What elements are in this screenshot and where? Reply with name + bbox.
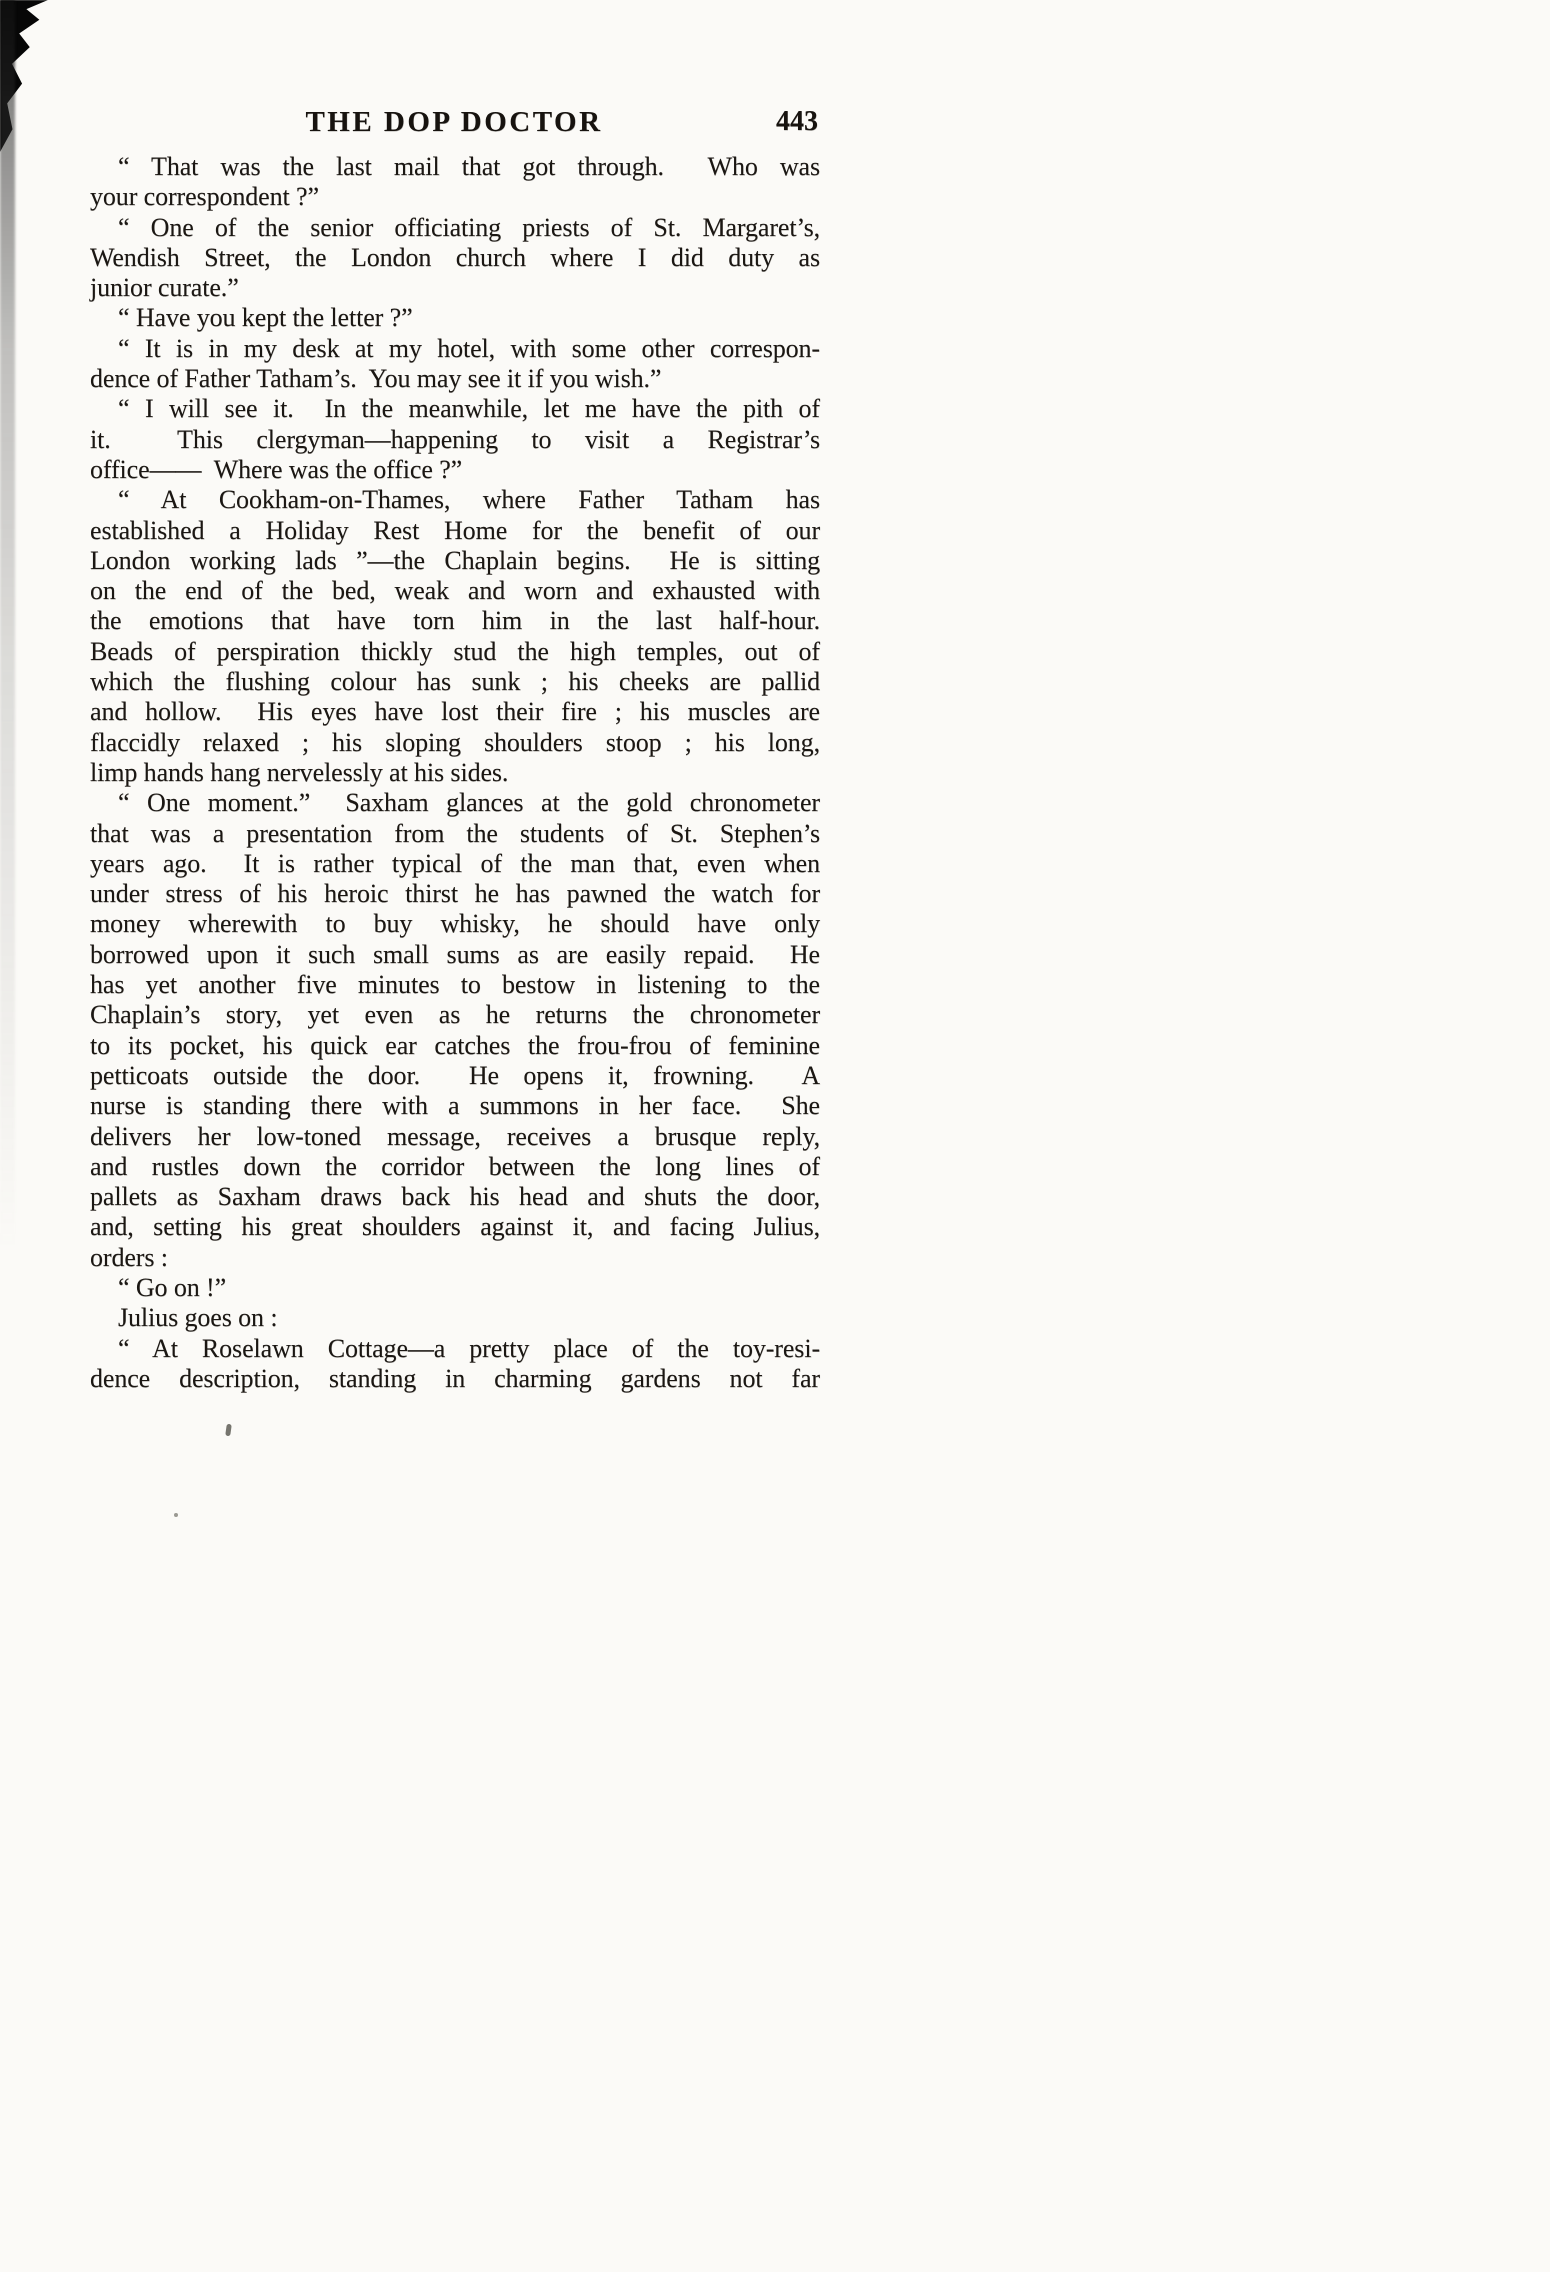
text-line: “ One moment.” Saxham glances at the gold chronometer bbox=[118, 788, 820, 818]
text-line: that was a presentation from the students of St. Stephen’s bbox=[90, 818, 820, 848]
text-line: Julius goes on : bbox=[118, 1303, 278, 1333]
text-line: Beads of perspiration thickly stud the high temples, out of bbox=[90, 636, 820, 666]
page-number: 443 bbox=[776, 106, 818, 137]
text-line: limp hands hang nervelessly at his sides. bbox=[90, 757, 509, 787]
text-line: Chaplain’s story, yet even as he returns the chronometer bbox=[90, 1000, 820, 1030]
body-text bbox=[90, 152, 820, 1394]
scan-speck bbox=[225, 1424, 232, 1437]
text-line: the emotions that have torn him in the last half-hour. bbox=[90, 606, 820, 636]
text-line: London working lads ”—the Chaplain begins. He is sitting bbox=[90, 545, 820, 575]
text-line: delivers her low-toned message, receives a brusque reply, bbox=[90, 1121, 820, 1151]
text-line: it. This clergyman—happening to visit a Registrar’s bbox=[90, 424, 820, 454]
scan-speck bbox=[174, 1513, 178, 1517]
page-header bbox=[90, 106, 818, 144]
text-line: “ At Roselawn Cottage—a pretty place of the toy-resi- bbox=[118, 1333, 820, 1363]
text-line: office—— Where was the office ?” bbox=[90, 454, 463, 484]
text-line: “ I will see it. In the meanwhile, let me have the pith of bbox=[118, 394, 820, 424]
text-line: to its pocket, his quick ear catches the frou-frou of feminine bbox=[90, 1030, 820, 1060]
text-line: under stress of his heroic thirst he has pawned the watch for bbox=[90, 879, 820, 909]
text-line: on the end of the bed, weak and worn and exhausted with bbox=[90, 576, 820, 606]
text-line: dence of Father Tatham’s. You may see it if you wish.” bbox=[90, 364, 662, 394]
text-line: flaccidly relaxed ; his sloping shoulders stoop ; his long, bbox=[90, 727, 820, 757]
text-line: and, setting his great shoulders against it, and facing Julius, bbox=[90, 1212, 820, 1242]
text-line: which the flushing colour has sunk ; his cheeks are pallid bbox=[90, 667, 820, 697]
text-line: “ At Cookham-on-Thames, where Father Tatham has bbox=[118, 485, 820, 515]
text-line: dence description, standing in charming gardens not far bbox=[90, 1363, 820, 1393]
text-line: has yet another five minutes to bestow in listening to the bbox=[90, 970, 820, 1000]
text-line: and rustles down the corridor between the long lines of bbox=[90, 1151, 820, 1181]
scan-artifact-left-edge bbox=[0, 0, 15, 1250]
text-line: petticoats outside the door. He opens it, frowning. A bbox=[90, 1060, 820, 1090]
running-title: THE DOP DOCTOR bbox=[305, 106, 603, 138]
text-line: “ Have you kept the letter ?” bbox=[118, 303, 413, 333]
text-line: “ One of the senior officiating priests of St. Margaret’s, bbox=[118, 212, 820, 242]
text-line: nurse is standing there with a summons in her face. She bbox=[90, 1091, 820, 1121]
text-line: pallets as Saxham draws back his head and shuts the door, bbox=[90, 1182, 820, 1212]
text-line: junior curate.” bbox=[90, 273, 239, 303]
text-line: Wendish Street, the London church where I did duty as bbox=[90, 242, 820, 272]
text-line: and hollow. His eyes have lost their fire ; his muscles are bbox=[90, 697, 820, 727]
text-line: borrowed upon it such small sums as are easily repaid. He bbox=[90, 939, 820, 969]
text-line: “ It is in my desk at my hotel, with some other correspon- bbox=[118, 333, 820, 363]
text-line: “ Go on !” bbox=[118, 1272, 227, 1302]
text-line: years ago. It is rather typical of the man that, even when bbox=[90, 848, 820, 878]
text-line: established a Holiday Rest Home for the benefit of our bbox=[90, 515, 820, 545]
text-line: orders : bbox=[90, 1242, 168, 1272]
text-line: “ That was the last mail that got through. Who was bbox=[118, 152, 820, 181]
text-line: money wherewith to buy whisky, he should have only bbox=[90, 909, 820, 939]
text-line: your correspondent ?” bbox=[90, 182, 319, 212]
